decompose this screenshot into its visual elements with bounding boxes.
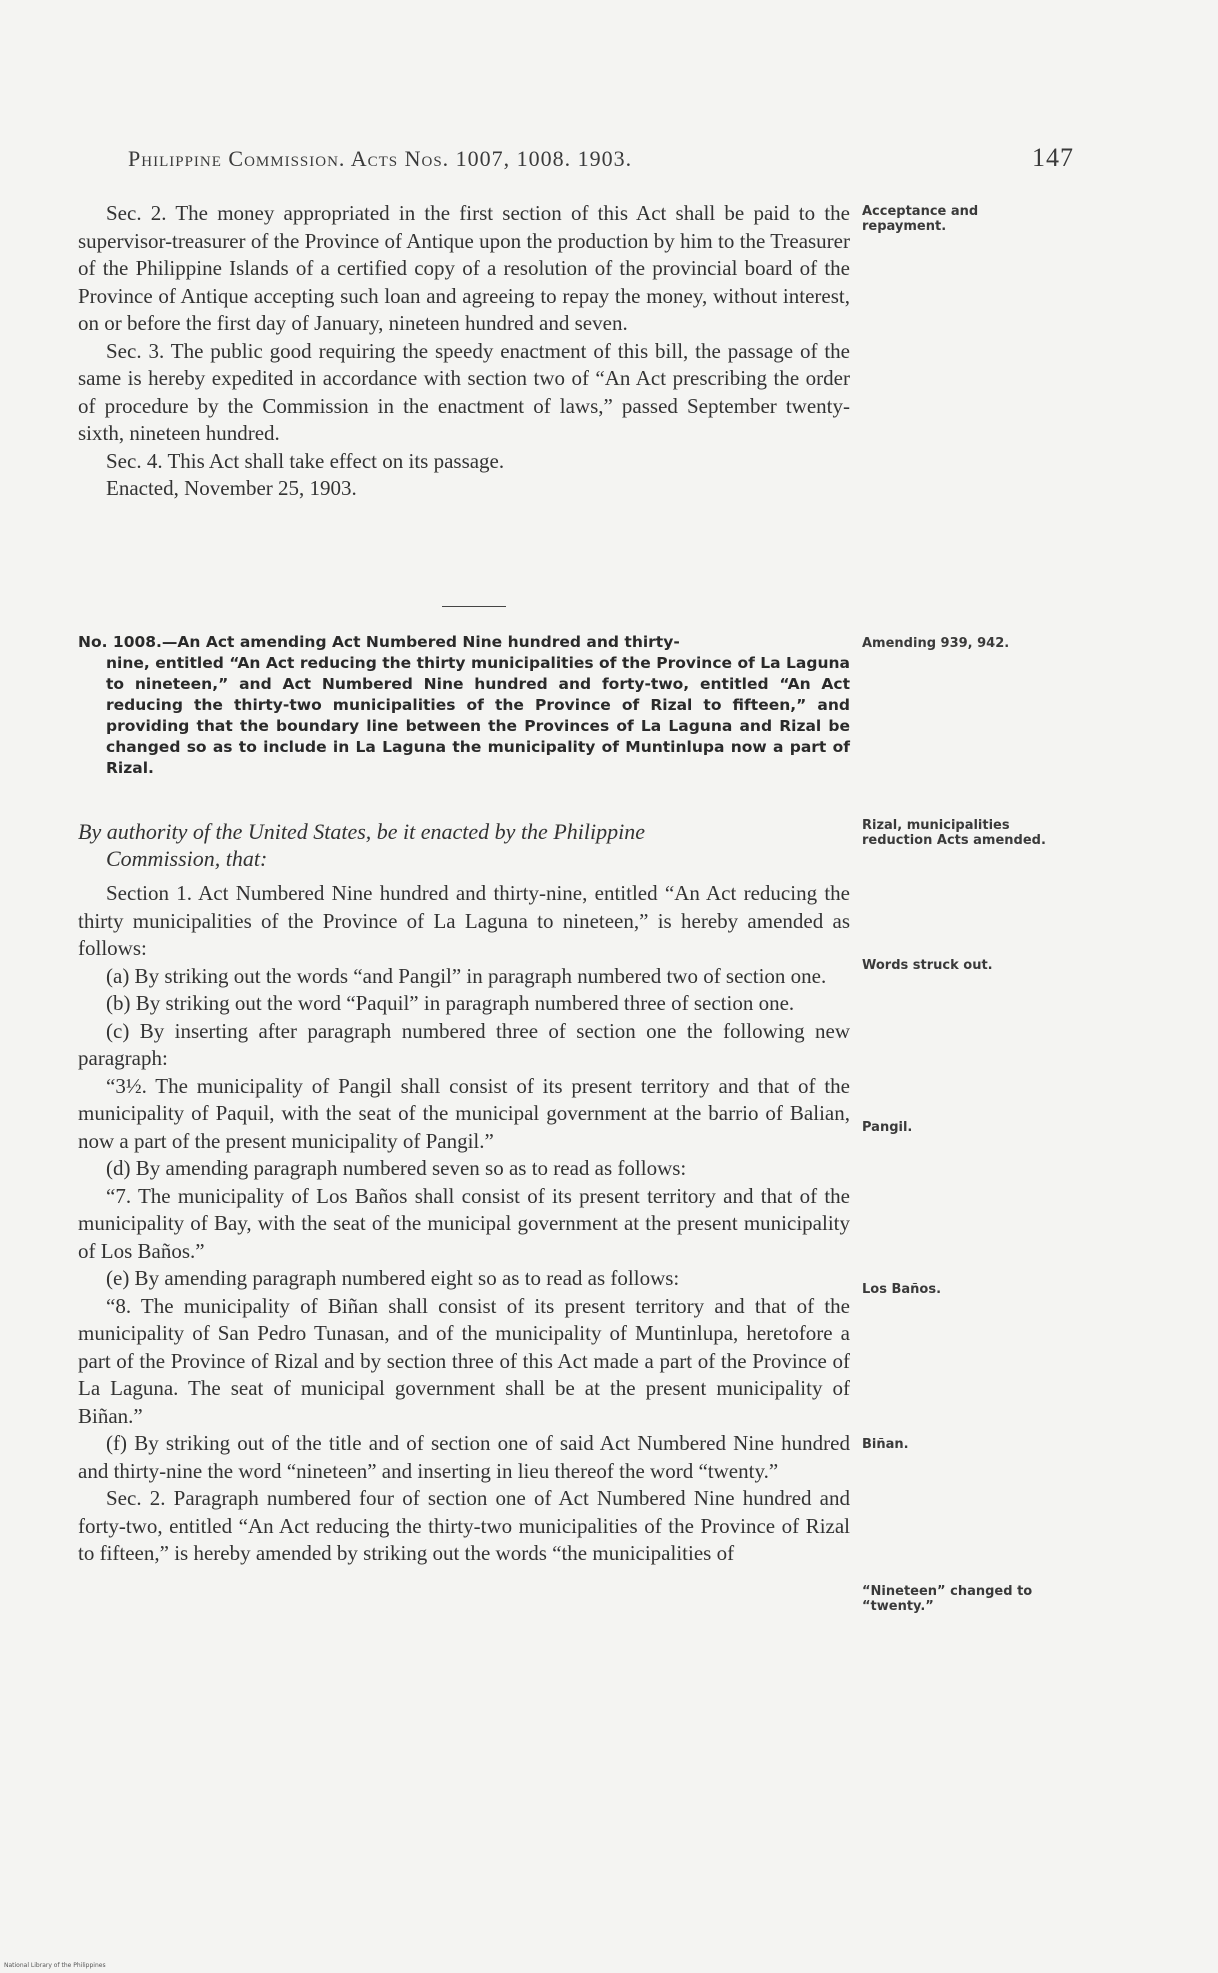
margin-note-los-banos: Los Baños. <box>862 1282 942 1297</box>
margin-note-words-struck: Words struck out. <box>862 958 993 973</box>
section-2-amendment: Sec. 2. Paragraph numbered four of section one of Act Numbered Nine hundred and forty-two, entitled “An Act reducing the thirty-two municipalities of the Province of Rizal to fifteen,” is hereby amended by striking out the words “the municipalities of <box>78 1486 850 1565</box>
clause-d-quote: “7. The municipality of Los Baños shall consist of its present territory and that of the municipality of Bay, with the seat of the municipal government at the present municipality of Los Baños.” <box>78 1183 850 1263</box>
clause-e: (e) By amending paragraph numbered eight so as to read as follows: <box>106 1266 680 1290</box>
margin-note-nineteen: “Nineteen” changed to “twenty.” <box>862 1584 1033 1614</box>
enacting-clause <box>78 818 850 872</box>
enacting-clause-line-1: By authority of the United States, be it enacted by the Philippine <box>78 819 645 844</box>
page-number: 147 <box>1032 143 1074 172</box>
clause-e-quote: “8. The municipality of Biñan shall consist of its present territory and that of the municipality of San Pedro Tunasan, and of the municipality of Muntinlupa, heretofore a part of the Province of Rizal and by section three of this Act made a part of the Province of La Laguna. The seat of municipal government shall be at the present municipality of Biñan.” <box>78 1293 850 1428</box>
margin-note-amending: Amending 939, 942. <box>862 636 1010 651</box>
clause-c: (c) By inserting after paragraph numbered three of section one the following new paragraph: <box>78 1018 850 1070</box>
margin-note-rizal: Rizal, municipalities reduction Acts amended. <box>862 818 1046 848</box>
section-3-paragraph: Sec. 3. The public good requiring the speedy enactment of this bill, the passage of the same is hereby expedited in accordance with section two of “An Act prescribing the order of procedure by the Commission in the enactment of laws,” passed September twenty-sixth, nineteen hundred. <box>78 338 850 445</box>
enacted-date: Enacted, November 25, 1903. <box>106 476 357 500</box>
clause-a: (a) By striking out the words “and Pangil” in paragraph numbered two of section one. <box>106 963 827 988</box>
clause-c-quote: “3½. The municipality of Pangil shall consist of its present territory and that of the municipality of Paquil, with the seat of the municipal government at the barrio of Balian, now a part of the present municipality of Pangil.” <box>78 1073 850 1153</box>
act-1008-title <box>78 632 850 779</box>
act-title-continuation: nine, entitled “An Act reducing the thirty municipalities of the Province of La Laguna to nineteen,” and Act Numbered Nine hundred and forty-two, entitled “An Act reducing the thirty-two municipalities of the Province of Rizal to fifteen,” and providing that the boundary line between the Provinces of La Laguna and Rizal be changed so as to include in La Laguna the municipality of Muntinlupa now a part of Rizal. <box>106 654 850 777</box>
scan-footer: National Library of the Philippines <box>4 1962 106 1969</box>
section-4-paragraph: Sec. 4. This Act shall take effect on its passage. <box>106 448 505 473</box>
section-2-paragraph: Sec. 2. The money appropriated in the first section of this Act shall be paid to the supervisor-treasurer of the Province of Antique upon the production by him to the Treasurer of the Philippine Islands of a certified copy of a resolution of the provincial board of the Province of Antique accepting such loan and agreeing to repay the money, without interest, on or before the first day of January, nineteen hundred and seven. <box>78 201 850 335</box>
section-1-paragraph: Section 1. Act Numbered Nine hundred and thirty-nine, entitled “An Act reducing the thirty municipalities of the Province of La Laguna to nineteen,” is hereby amended as follows: <box>78 881 850 960</box>
margin-note-pangil: Pangil. <box>862 1120 913 1135</box>
section-divider <box>442 606 506 607</box>
act-1008-body <box>78 880 850 1568</box>
clause-b: (b) By striking out the word “Paquil” in paragraph numbered three of section one. <box>106 991 795 1015</box>
page-header <box>128 143 1074 172</box>
clause-d: (d) By amending paragraph numbered seven so as to read as follows: <box>106 1156 687 1180</box>
margin-note-binan: Biñan. <box>862 1437 909 1452</box>
enacting-clause-line-2: Commission, that: <box>106 846 268 871</box>
margin-note-acceptance: Acceptance and repayment. <box>862 204 979 234</box>
act-1007-continuation <box>78 200 850 503</box>
clause-f: (f) By striking out of the title and of section one of said Act Numbered Nine hundred and thirty-nine the word “nineteen” and inserting in lieu thereof the word “twenty.” <box>78 1431 850 1483</box>
running-title: Philippine Commission. Acts Nos. 1007, 1008. 1903. <box>128 146 633 171</box>
act-title-first-line: No. 1008.—An Act amending Act Numbered Nine hundred and thirty- <box>78 633 680 651</box>
